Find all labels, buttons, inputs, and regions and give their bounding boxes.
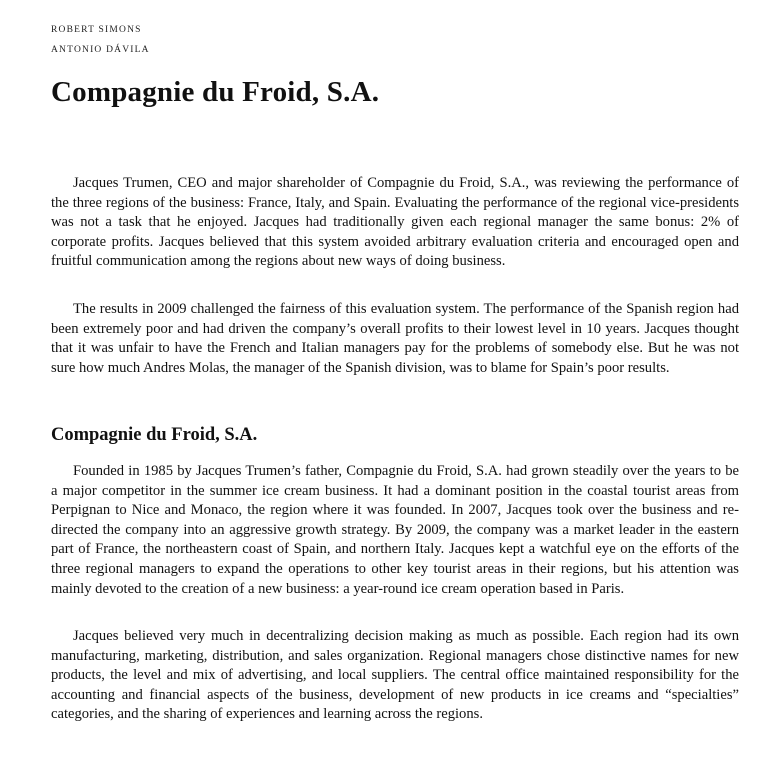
section-heading: Compagnie du Froid, S.A.	[51, 425, 258, 445]
intro-paragraph: Jacques Trumen, CEO and major shareholder of Compagnie du Froid, S.A., was reviewing the performance of the three regions of the business: France, Italy, and Spain. Evaluating the performance of the regional vice-presidents was not a task that he enjoyed. Jacques had traditionally given each regional manager the same bonus: 2% of corporate profits. Jacques believed that this system avoided arbitrary evaluation criteria and encouraged open and fruitful communication among the regions about new ways of doing business.	[51, 175, 739, 270]
section-paragraph: Founded in 1985 by Jacques Trumen’s father, Compagnie du Froid, S.A. had grown steadily over the years to be a major competitor in the summer ice cream business. It had a dominant position in the coastal tourist areas from Perpignan to Nice and Monaco, the region where it was founded. In 2007, Jacques took over the business and re-directed the company into an aggressive growth strategy. By 2009, the company was a market leader in the eastern part of France, the northeastern coast of Spain, and northern Italy. Jacques kept a watchful eye on the efforts of the three regional managers to expand the operations to other key tourist areas in their regions, but his attention was mainly devoted to the creation of a new business: a year-round ice cream operation based in Paris.	[51, 463, 739, 597]
intro-paragraph: The results in 2009 challenged the fairness of this evaluation system. The performance of the Spanish region had been extremely poor and had driven the company’s overall profits to their lowest level in 10 years. Jacques thought that it was unfair to have the French and Italian managers pay for the problems of somebody else. But he was not sure how much Andres Molas, the manager of the Spanish division, was to blame for Spain’s poor results.	[51, 301, 739, 376]
author-name: ROBERT SIMONS	[51, 25, 142, 35]
section-paragraph: Jacques believed very much in decentralizing decision making as much as possible. Each region had its own manufacturing, marketing, distribution, and sales organization. Regional managers chose distinctive names for new products, the level and mix of advertising, and local suppliers. The central office maintained responsibility for the accounting and financial aspects of the business, development of new products in ice creams and “specialties” categories, and the sharing of experiences and learning across the regions.	[51, 628, 739, 723]
author-name: ANTONIO DÁVILA	[51, 45, 150, 55]
page-title: Compagnie du Froid, S.A.	[51, 76, 380, 108]
